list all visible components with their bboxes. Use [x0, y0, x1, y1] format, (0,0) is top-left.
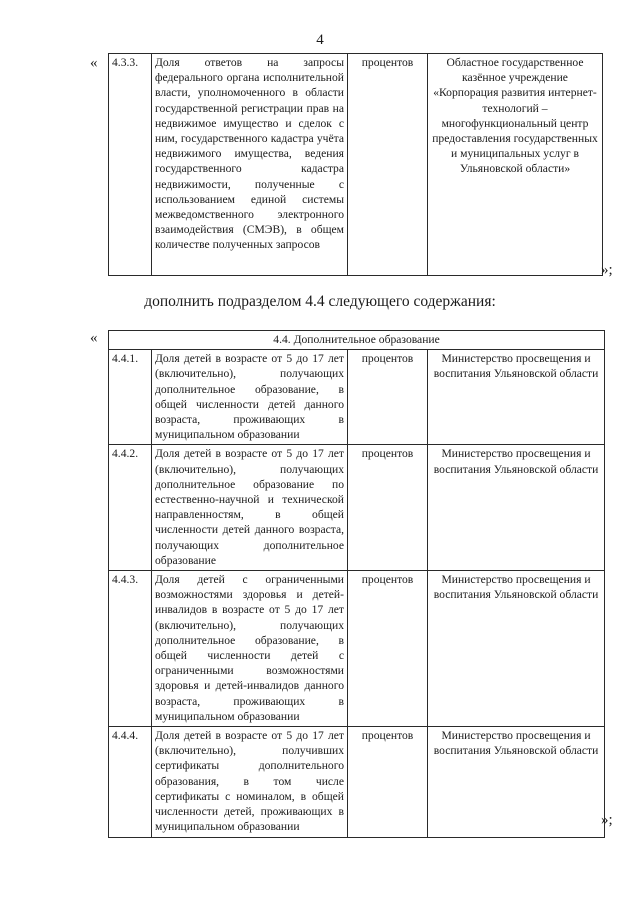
indicator-description: Доля детей в возрасте от 5 до 17 лет (включительно), получающих дополнительное образование по естественно-научной и технической направленностям, в общей численности детей данного возраста, получающих дополнительное образование	[152, 445, 348, 571]
unit-of-measure: процентов	[348, 727, 428, 837]
section-title: 4.4. Дополнительное образование	[109, 331, 605, 350]
responsible-organization: Министерство просвещения и воспитания Ульяновской области	[428, 727, 605, 837]
opening-quote-2: «	[90, 330, 98, 346]
responsible-organization: Министерство просвещения и воспитания Ульяновской области	[428, 445, 605, 571]
indicator-description: Доля детей в возрасте от 5 до 17 лет (включительно), получающих дополнительное образование, в общей численности детей данного возраста, проживающих в муниципальном образовании	[152, 350, 348, 445]
indicator-table-4-4	[108, 330, 605, 838]
table-row	[109, 445, 605, 571]
unit-of-measure: процентов	[348, 571, 428, 727]
closing-quote-2: »;	[601, 812, 613, 828]
row-number: 4.4.4.	[109, 727, 152, 837]
section-header-row	[109, 331, 605, 350]
unit-of-measure: процентов	[348, 54, 428, 276]
responsible-organization: Министерство просвещения и воспитания Ульяновской области	[428, 571, 605, 727]
row-number: 4.3.3.	[109, 54, 152, 276]
table-row	[109, 54, 603, 276]
unit-of-measure: процентов	[348, 445, 428, 571]
closing-quote-1: »;	[601, 262, 613, 278]
table-row	[109, 350, 605, 445]
indicator-table-4-3	[108, 53, 603, 276]
indicator-description: Доля ответов на запросы федерального органа исполнительной власти, уполномоченного в области государственной регистрации прав на недвижимое имущество и сделок с ним, государственного кадастра учёта недвижимого имущества, ведения государственного кадастра недвижимости, полученные с использованием единой системы межведомственного электронного взаимодействия (СМЭВ), в общем количестве полученных запросов	[152, 54, 348, 276]
amendment-instruction: дополнить подразделом 4.4 следующего содержания:	[144, 293, 496, 310]
indicator-description: Доля детей в возрасте от 5 до 17 лет (включительно), получивших сертификаты дополнительного образования, в том числе сертификаты с номиналом, в общей численности детей, проживающих в муниципальном образовании	[152, 727, 348, 837]
opening-quote-1: «	[90, 55, 98, 71]
row-number: 4.4.1.	[109, 350, 152, 445]
indicator-description: Доля детей с ограниченными возможностями здоровья и детей-инвалидов в возрасте от 5 до 17 лет (включительно), получающих дополнительное образование, в общей численности детей с ограниченными возможностями здоровья и детей-инвалидов данного возраста, проживающих в муниципальном образовании	[152, 571, 348, 727]
row-number: 4.4.3.	[109, 571, 152, 727]
responsible-organization: Министерство просвещения и воспитания Ульяновской области	[428, 350, 605, 445]
unit-of-measure: процентов	[348, 350, 428, 445]
page-number: 4	[316, 32, 324, 48]
row-number: 4.4.2.	[109, 445, 152, 571]
table-row	[109, 571, 605, 727]
responsible-organization: Областное государственное казённое учреждение «Корпорация развития интернет-технологий – многофункциональный центр предоставления государственных и муниципальных услуг в Ульяновской области»	[428, 54, 603, 276]
table-row	[109, 727, 605, 837]
